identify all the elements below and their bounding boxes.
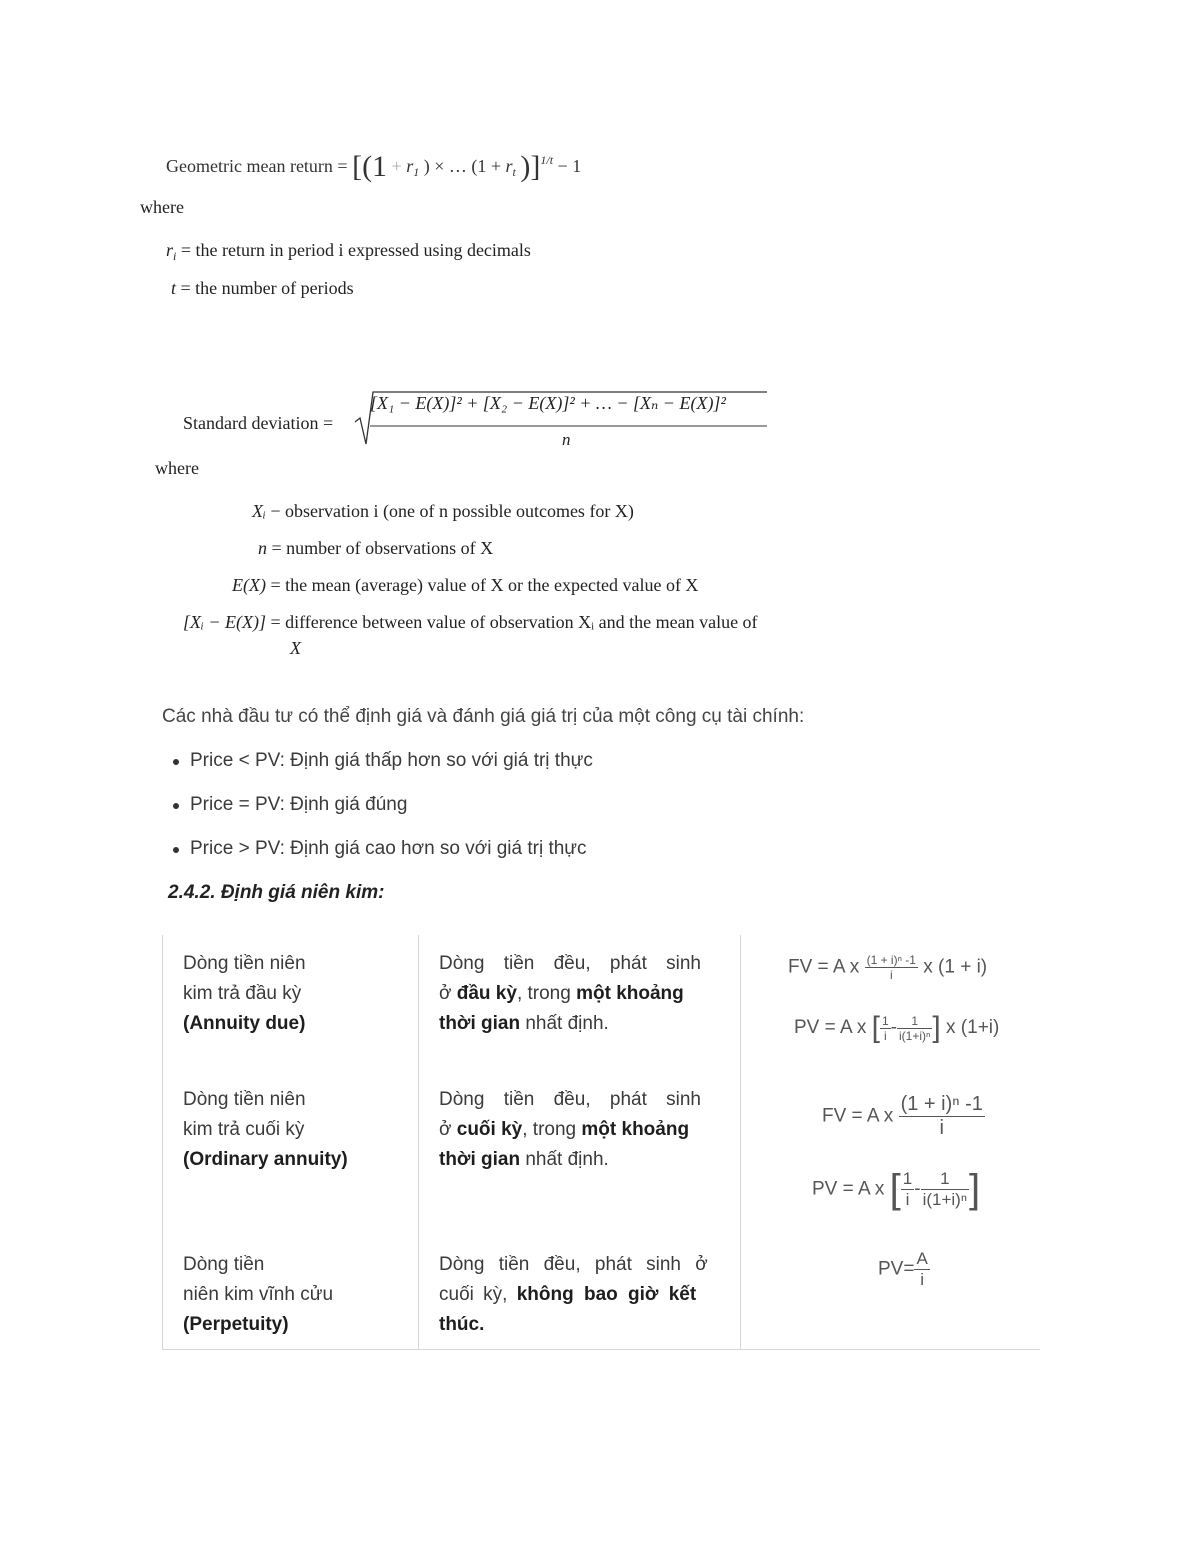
row1-name-l2: kim trả đầu kỳ xyxy=(183,983,302,1004)
row3-desc-l3 xyxy=(439,1310,719,1340)
def-t xyxy=(171,278,354,299)
row2-fv-formula xyxy=(822,1093,985,1140)
row1-pv-d: i(1+i)ⁿ xyxy=(899,1028,931,1043)
row2-name-l2: kim trả cuối kỳ xyxy=(183,1119,305,1140)
sd-def-1-term: Xᵢ xyxy=(252,501,266,521)
std-dev-numerator: [X₁ − E(X)]² + [X₂ − E(X)]² + … − [Xₙ − E(X)]² xyxy=(370,393,726,413)
row1-desc-l1 xyxy=(439,949,719,979)
bullet-3 xyxy=(190,838,587,860)
row3-name-l2: niên kim vĩnh cửu xyxy=(183,1284,334,1305)
sd-def-3-text: = the mean (average) value of X or the expected value of X xyxy=(270,575,699,595)
row2-d2c: , trong xyxy=(522,1119,582,1140)
sd-def-3 xyxy=(232,575,698,596)
row2-desc-l3 xyxy=(439,1145,719,1175)
sd-def-2 xyxy=(258,538,493,559)
row2-fv-den: i xyxy=(939,1117,944,1139)
row2-desc-l1-text: Dòng tiền đều, phát sinh xyxy=(439,1089,701,1110)
row1-pv-c: 1 xyxy=(897,1014,932,1029)
sd-def-1-text: − observation i (one of n possible outcomes for X) xyxy=(270,501,634,521)
sd-def-2-text: = number of observations of X xyxy=(271,538,494,558)
row1-desc-l2 xyxy=(439,979,719,1009)
formula-close: )] xyxy=(520,150,541,183)
section-heading: 2.4.2. Định giá niên kim: xyxy=(168,882,385,903)
def-ri-var: r xyxy=(166,240,174,260)
row2-d3b: nhất định. xyxy=(520,1149,609,1170)
row3-name-l1: Dòng tiền xyxy=(183,1254,265,1275)
row1-pv-frac-b xyxy=(897,1014,932,1043)
row2-desc-cell xyxy=(439,1085,719,1175)
row2-d3a: thời gian xyxy=(439,1149,521,1170)
var-rt-sub: t xyxy=(512,165,516,179)
row2-pv-d: i(1+i)ⁿ xyxy=(922,1190,968,1209)
bullet-3-text: Price > PV: Định giá cao hơn so với giá trị thực xyxy=(190,838,587,859)
intro-paragraph: Các nhà đầu tư có thể định giá và đánh giá giá trị của một công cụ tài chính: xyxy=(162,706,805,727)
bullet-2 xyxy=(190,794,407,816)
row1-d3b: nhất định. xyxy=(520,1013,609,1034)
table-border-left xyxy=(162,935,163,1350)
row1-fv-fraction xyxy=(865,953,918,982)
row3-pv-formula xyxy=(878,1249,930,1290)
row3-d2a: cuối kỳ, xyxy=(439,1284,517,1305)
sd-def-4-term: [Xᵢ − E(X)] xyxy=(183,612,266,632)
row2-pv-frac-b xyxy=(921,1169,969,1210)
def-t-var: t xyxy=(171,278,177,298)
row1-name-cell xyxy=(183,949,306,1039)
bullet-dot xyxy=(173,759,179,765)
row2-name-cell xyxy=(183,1085,348,1175)
geometric-mean-formula: Geometric mean return = [($1 + r_1$ ) × … ($1 + r_t$ )]$^{1/t}$ − 1 xyxy=(166,150,582,183)
row2-fv-num: (1 + i)ⁿ -1 xyxy=(900,1093,983,1115)
row3-pv-num: A xyxy=(916,1249,928,1268)
row1-d2b: đầu kỳ xyxy=(456,983,517,1004)
row1-name-l1: Dòng tiền niên xyxy=(183,953,306,974)
bullet-2-text: Price = PV: Định giá đúng xyxy=(190,794,408,815)
row1-fv-tail: x (1 + i) xyxy=(923,956,988,978)
row1-d2c: , trong xyxy=(516,983,577,1004)
row3-name-cell xyxy=(183,1250,333,1340)
row3-pv-fraction xyxy=(914,1249,929,1290)
row2-desc-l1 xyxy=(439,1085,719,1115)
row1-d3a: thời gian xyxy=(439,1013,521,1034)
std-dev-label: Standard deviation = xyxy=(183,413,334,433)
row1-desc-cell xyxy=(439,949,719,1039)
row2-pv-minus: - xyxy=(914,1178,921,1200)
row2-pv-lhs: PV = A x xyxy=(812,1178,885,1200)
row3-desc-l1 xyxy=(439,1250,719,1280)
row1-pv-tail: x (1+i) xyxy=(946,1017,1000,1039)
var-r1-sub: 1 xyxy=(413,165,420,179)
sd-def-1 xyxy=(252,501,634,522)
row3-pv-lhs: PV= xyxy=(878,1258,915,1280)
row1-pv-bracket-open: [ xyxy=(871,1011,880,1044)
row3-desc-l2 xyxy=(439,1280,719,1310)
row2-desc-l2 xyxy=(439,1115,719,1145)
row2-d2d: một khoảng xyxy=(581,1119,690,1140)
row3-desc-l1-text: Dòng tiền đều, phát sinh ở xyxy=(439,1254,708,1275)
row1-pv-b: i xyxy=(883,1028,887,1043)
row1-pv-a: 1 xyxy=(881,1013,889,1028)
row2-d2a: ở xyxy=(439,1119,457,1140)
geometric-mean-label: Geometric mean return = xyxy=(166,156,348,176)
formula-tail: − 1 xyxy=(557,156,582,176)
row2-pv-formula xyxy=(812,1167,980,1212)
annuity-table xyxy=(162,935,1040,1350)
row2-pv-frac-a xyxy=(901,1169,914,1210)
row1-pv-bracket-close: ] xyxy=(932,1011,941,1044)
row3-d3a: thúc. xyxy=(439,1314,485,1335)
row2-pv-c: 1 xyxy=(921,1169,969,1190)
row2-fv-lhs: FV = A x xyxy=(822,1105,894,1127)
sd-def-4-continuation: X xyxy=(290,638,301,658)
row1-pv-minus: - xyxy=(890,1017,897,1039)
sd-def-4-text: = difference between value of observation Xᵢ and the mean value of xyxy=(270,612,758,632)
formula-mid: ) × … (1 xyxy=(423,156,487,176)
row1-fv-formula xyxy=(788,953,987,982)
bullet-dot xyxy=(173,847,179,853)
def-t-text: = the number of periods xyxy=(180,278,354,298)
table-border-bottom xyxy=(162,1349,1040,1350)
row1-fv-num: (1 + i)ⁿ -1 xyxy=(866,953,916,967)
row2-pv-bracket-close: ] xyxy=(969,1167,981,1211)
row3-name-en: (Perpetuity) xyxy=(183,1314,289,1335)
row3-d2b: không bao giờ kết xyxy=(516,1284,697,1305)
var-rt: r xyxy=(505,156,513,176)
sd-def-3-term: E(X) xyxy=(232,575,266,595)
def-ri-text: = the return in period i expressed using decimals xyxy=(180,240,531,260)
where-label-1: where xyxy=(140,197,184,217)
sd-def-4 xyxy=(183,612,758,633)
def-ri-sub: i xyxy=(173,249,177,263)
row1-name-en: (Annuity due) xyxy=(183,1013,306,1034)
row1-desc-l3 xyxy=(439,1009,719,1039)
row2-name-l1: Dòng tiền niên xyxy=(183,1089,306,1110)
row2-d2b: cuối kỳ xyxy=(456,1119,523,1140)
row1-pv-formula xyxy=(794,1011,999,1045)
bullet-1 xyxy=(190,750,593,772)
row2-pv-bracket-open: [ xyxy=(889,1167,901,1211)
var-r1: r xyxy=(406,156,414,176)
formula-open: [(1 xyxy=(352,150,388,183)
row1-fv-lhs: FV = A x xyxy=(788,956,860,978)
def-ri xyxy=(166,240,531,264)
formula-exponent: 1/t xyxy=(540,153,554,167)
row2-pv-a: 1 xyxy=(902,1169,913,1188)
row1-desc-l1-text: Dòng tiền đều, phát sinh xyxy=(439,953,701,974)
row3-pv-den: i xyxy=(920,1270,925,1289)
row2-name-en: (Ordinary annuity) xyxy=(183,1149,348,1170)
row2-pv-b: i xyxy=(905,1190,910,1209)
row2-fv-fraction xyxy=(899,1093,985,1140)
row3-desc-cell xyxy=(439,1250,719,1340)
std-dev-denominator: n xyxy=(562,430,571,449)
row1-pv-frac-a xyxy=(880,1014,891,1043)
row1-d2d: một khoảng xyxy=(576,983,684,1004)
table-divider-1 xyxy=(418,935,419,1350)
where-label-2: where xyxy=(155,458,199,478)
bullet-1-text: Price < PV: Định giá thấp hơn so với giá trị thực xyxy=(190,750,593,771)
sd-def-2-term: n xyxy=(258,538,267,558)
row1-fv-den: i xyxy=(889,968,893,982)
table-divider-2 xyxy=(740,935,741,1350)
row1-pv-lhs: PV = A x xyxy=(794,1017,867,1039)
row1-d2a: ở xyxy=(439,983,457,1004)
bullet-dot xyxy=(173,803,179,809)
